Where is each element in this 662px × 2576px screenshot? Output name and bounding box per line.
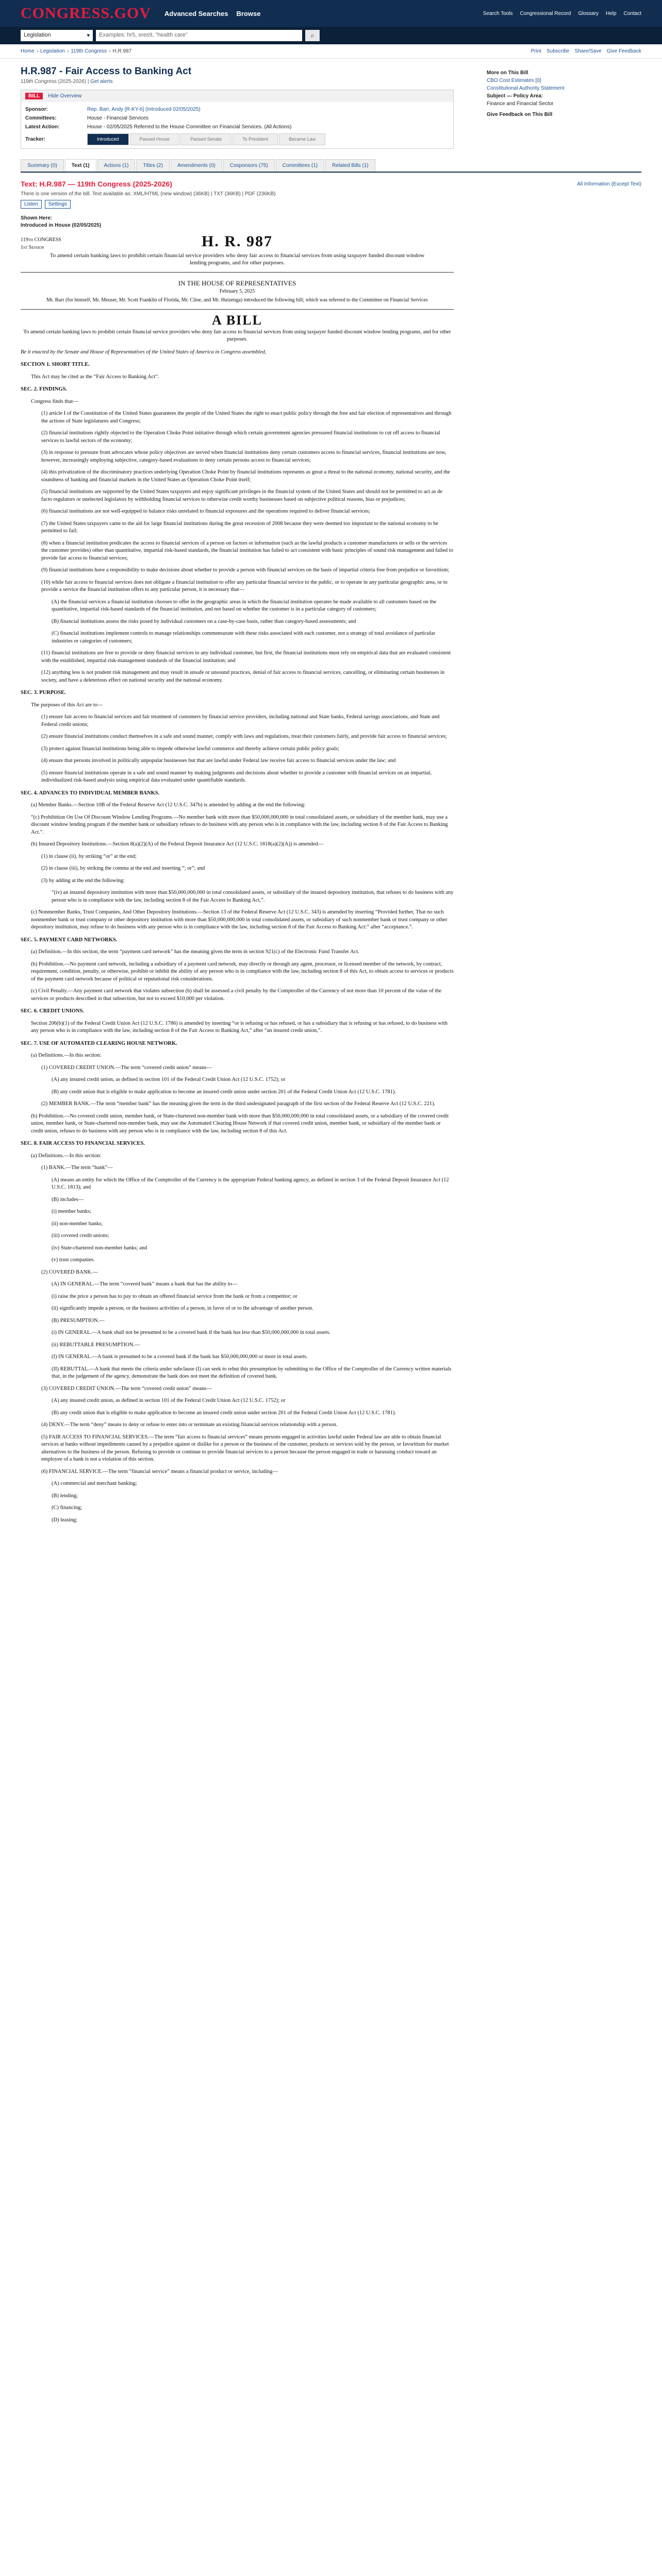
overview-panel: [21, 90, 454, 149]
bill-number: H. R. 987: [202, 233, 273, 250]
page-title: H.R.987 - Fair Access to Banking Act: [21, 66, 192, 77]
search-input[interactable]: Examples: hr5, sres9, "health care": [96, 30, 302, 41]
bill-paragraph: (3) by adding at the end the following:: [41, 877, 125, 884]
bill-paragraph: (ii) REBUTTABLE PRESUMPTION.—: [52, 1342, 140, 1348]
bill-paragraph: (6) FINANCIAL SERVICE.—The term “financial service” means a financial product or service, including—: [41, 1468, 278, 1475]
bill-paragraph: (II) REBUTTAL.—A bank that meets the criteria under subclause (I) can seek to rebut this presumption by submitting to the Office of the Comptroller of the Currency written materials that, in the judgement of the agency, demonstrate the bank does not meet the definition of covered bank.: [52, 1366, 452, 1379]
section-heading: SEC. 5. PAYMENT CARD NETWORKS.: [21, 937, 118, 943]
bill-paragraph: “(iv) an insured depository institution with more than $50,000,000,000 in total consolidated assets, or subsidiary of the insured depository institution, that refuses to do business with any person who is in compliance with the law, including section 8 of the Fair Access to Banking Act,”.: [52, 890, 454, 903]
tracker-step: Introduced: [87, 133, 129, 145]
overview-key: Latest Action:: [25, 124, 60, 130]
bill-paragraph: (A) any insured credit union, as defined in section 101 of the Federal Credit Union Act (12 U.S.C. 1752); or: [52, 1398, 286, 1403]
bill-purpose: To amend certain banking laws to prohibit certain financial service providers who deny fair access to financial services from using taxpayer funded discount window lending programs, and for other purposes.: [49, 252, 425, 266]
bill-paragraph: (2) ensure financial institutions conduct themselves in a safe and sound manner, comply with laws and regulations, treat their customers fairly, and provide fair access to financial services;: [41, 734, 447, 739]
bill-paragraph: (A) any insured credit union, as defined in section 101 of the Federal Credit Union Act (12 U.S.C. 1752); or: [52, 1077, 286, 1082]
tab-titles[interactable]: Titles (2): [136, 159, 170, 172]
bill-badge: BILL: [25, 93, 43, 99]
shown-label: Shown Here:: [21, 215, 53, 221]
bill-paragraph: (b) Prohibition.—No payment card network, including a subsidiary of a payment card network, may directly or through any agent, processor, or licensed member of the network, by contract, requirement, condition, penalty, or otherwise, prohibit or inhibit the ability of any person who is in compliance with the law, including section 8 of this Act, to obtain access to services or products of the payment card network because of political or reputational risk considerations.: [31, 961, 454, 982]
bill-paragraph: (2) financial institutions rightly objected to the Operation Choke Point initiative through which certain government agencies pressured financial institutions to cut off access to financial services to lawful sectors of the economy;: [41, 430, 440, 444]
overview-body: [21, 102, 453, 148]
search-row: [0, 27, 662, 44]
bill-paragraph: (a) Definitions.—In this section:: [31, 1053, 102, 1058]
bill-paragraph: (iv) State-chartered non-member banks; and: [52, 1245, 147, 1251]
get-alerts-link[interactable]: Get alerts: [90, 79, 113, 84]
link-glossary[interactable]: Glossary: [578, 10, 599, 16]
constitutional-link[interactable]: Constitutional Authority Statement: [487, 86, 565, 91]
bill-paragraph: (A) IN GENERAL.—The term “covered bank” means a bank that has the ability to—: [52, 1281, 238, 1287]
link-contact[interactable]: Contact: [623, 10, 641, 16]
tab-text[interactable]: Text (1): [65, 159, 96, 172]
bill-paragraph: (i) IN GENERAL.—A bank shall not be presumed to be a covered bank if the bank has less than $50,000,000,000 in total assets.: [52, 1330, 330, 1335]
version-shown: [21, 215, 641, 229]
bill-paragraph: (a) Member Banks.—Section 10B of the Federal Reserve Act (12 U.S.C. 347b) is amended by adding at the end the following:: [31, 802, 306, 808]
bill-paragraph: (12) anything less is not prudent risk management and may result in unsafe or unsound practices, denial of fair access to financial services, cancelling, or eliminating certain businesses in society, and have a deleterious effect on national security and the national economy.: [41, 670, 445, 683]
bill-paragraph: (B) includes—: [52, 1196, 84, 1202]
bill-purpose-repeat: To amend certain banking laws to prohibit certain financial service providers who deny fair access to financial services from using taxpayer funded discount window lending programs, and for other purposes.: [23, 329, 451, 342]
breadcrumb-home[interactable]: Home: [21, 48, 35, 54]
breadcrumb: [0, 44, 662, 59]
bill-text: [21, 233, 454, 1524]
bill-paragraph: (4) ensure that persons involved in politically unpopular businesses but that are lawful under Federal law receive fair access to financial services under the law; and: [41, 758, 396, 764]
bill-paragraph: (4) DENY.—The term “deny” means to deny or refuse to enter into or terminate an existing financial services relationship with a person.: [41, 1422, 338, 1428]
bill-paragraph: (B) financial institutions assess the risks posed by individual customers on a case-by-case basis, rather than category-based assessments; and: [52, 618, 356, 624]
bill-paragraph: (I) IN GENERAL.—A bank is presumed to be a covered bank if the bank has $50,000,000,000 or more in total assets.: [52, 1354, 308, 1360]
bill-subtitle: 119th Congress (2025-2026) | Get alerts: [21, 79, 113, 84]
hide-overview-button[interactable]: Hide Overview: [48, 93, 82, 99]
feedback-heading[interactable]: Give Feedback on This Bill: [487, 112, 553, 117]
tab-cosponsors[interactable]: Cosponsors (75): [223, 159, 275, 172]
breadcrumb-current: H.R.987: [112, 48, 132, 54]
text-label: Text: H.R.987: [21, 180, 66, 188]
bill-paragraph: (1) BANK.—The term “bank”—: [41, 1165, 113, 1171]
tab-summary[interactable]: Summary (0): [21, 159, 64, 172]
bill-header: [0, 59, 662, 149]
breadcrumb-legislation[interactable]: Legislation: [40, 48, 65, 54]
section-heading: SEC. 6. CREDIT UNIONS.: [21, 1008, 84, 1014]
bill-paragraph: (B) any credit union that is eligible to make application to become an insured credit union under section 201 of the Federal Credit Union Act (12 U.S.C. 1781).: [52, 1089, 396, 1095]
overview-key: Tracker:: [25, 137, 45, 142]
tab-committees[interactable]: Committees (1): [276, 159, 324, 172]
bill-paragraph: (B) PRESUMPTION.—: [52, 1317, 105, 1324]
link-congressional-record[interactable]: Congressional Record: [520, 10, 571, 16]
bill-paragraph: (1) in clause (ii), by striking “or” at the end;: [41, 853, 137, 859]
page-tools: [531, 48, 641, 54]
overview-row-latest-action: [25, 123, 449, 131]
bill-tabs: [21, 159, 641, 173]
bill-paragraph: (1) article I of the Constitution of the United States guarantees the people of the United States the right to enact public policy through the free and fair election of representatives and through the actions of State legislatures and Congress;: [41, 411, 452, 424]
section-heading: SEC. 7. USE OF AUTOMATED CLEARING HOUSE NETWORK.: [21, 1040, 177, 1046]
overview-value: House - Financial Services: [87, 115, 148, 121]
bill-paragraph: The purposes of this Act are to—: [31, 702, 103, 708]
congress-label: 119th Congress (2025-2026): [21, 79, 87, 84]
subscribe-button[interactable]: Subscribe: [547, 48, 570, 54]
a-bill-heading: A BILL: [212, 313, 262, 328]
bill-paragraph: Section 206(b)(1) of the Federal Credit Union Act (12 U.S.C. 1786) is amended by inserting “or is refusing or has refused, or has a subsidiary that is refusing or has refused, to do business with any person who is in compliance with the law, including section 8 of the Fair Access to Banking Act,” after “an insured credit union,”.: [31, 1020, 448, 1033]
sponsor-link[interactable]: Rep. Barr, Andy [R-KY-6] (Introduced 02/05/2025): [87, 107, 201, 112]
bill-paragraph: (1) COVERED CREDIT UNION.—The term “covered credit union” means—: [41, 1064, 212, 1071]
chevron-down-icon: ▾: [87, 32, 90, 39]
divider: [21, 272, 454, 273]
tab-actions[interactable]: Actions (1): [97, 159, 136, 172]
overview-key: Committees:: [25, 115, 57, 121]
bill-paragraph: (1) ensure fair access to financial services and fair treatment of customers by financial service providers, including national and State banks, Federal savings associations, and State and Federal credit unions;: [41, 714, 440, 727]
search-button[interactable]: [305, 30, 320, 41]
bill-paragraph: (b) Prohibition.—No covered credit union, member bank, or State-chartered non-member bank with more than $50,000,000,000 in total consolidated assets, or a subsidiary of the covered credit union, member bank, or State-chartered non-member bank, may use the Automated Clearing House Network if that covered credit union, member bank, or subsidiary of the member bank or credit union, refuses to do business with any person who is in compliance with the law, including section 8 of this Act.: [31, 1113, 449, 1134]
link-search-tools[interactable]: Search Tools: [483, 10, 513, 16]
bill-paragraph: (b) Insured Depository Institutions.—Section 8(a)(2)(A) of the Federal Deposit Insurance Act (12 U.S.C. 1818(a)(2)(A)) is amended—: [31, 841, 324, 847]
text-bar: [21, 180, 641, 188]
bill-paragraph: (D) leasing;: [52, 1517, 77, 1523]
section-heading: SEC. 2. FINDINGS.: [21, 386, 68, 392]
bill-paragraph: (11) financial institutions are free to provide or deny financial services to any individual customer, but first, the financial institutions must rely on empirical data that are evaluated consistent with the established, impartial risk-management standards of the financial institution; and: [41, 650, 451, 664]
listen-button[interactable]: Listen: [21, 200, 42, 209]
bill-paragraph: (i) raise the price a person has to pay to obtain an offered financial service from the bank or from a competitor; or: [52, 1293, 297, 1299]
right-panel: [476, 66, 641, 149]
policy-area-label: Subject — Policy Area:: [487, 93, 543, 99]
bill-paragraph: (a) Definition.—In this section, the term “payment card network” has the meaning given the term in section 921(c) of the Electronic Fund Transfer Act.: [31, 949, 359, 955]
search-scope-value: Legislation: [24, 32, 51, 38]
nav-browse[interactable]: Browse: [236, 9, 261, 18]
bill-paragraph: (3) COVERED CREDIT UNION.—The term “covered credit union” means—: [41, 1385, 212, 1392]
breadcrumb-separator: ›: [67, 48, 69, 54]
text-label-congress: — 119th Congress (2025-2026): [65, 180, 172, 188]
bill-paragraph: (4) this privatization of the discriminatory practices underlying Operation Choke Point by financial institutions represents as great a threat to the national economy, national security, and the soundness of banking and financial markets in the United States as Operation Choke Point itself;: [41, 469, 450, 483]
congress-session: 119th CONGRESS 1st Session: [21, 237, 61, 250]
link-help[interactable]: Help: [605, 10, 617, 16]
text-heading: [21, 180, 172, 188]
bill-paragraph: (10) while fair access to financial services does not obligate a financial institution to offer any particular financial service to the public, or to operate in any particular geographic area, or to provide a service the financial institution offers to any particular person, it is necessary that—: [41, 579, 448, 592]
all-information-link[interactable]: All Information (Except Text): [577, 181, 641, 187]
bill-paragraph: (i) member banks;: [52, 1209, 91, 1214]
bill-paragraph: (C) financing;: [52, 1505, 82, 1511]
bill-paragraph: (ii) significantly impede a person, or the business activities of a person, in favor of or to the advantage of another person.: [52, 1306, 313, 1311]
feedback-button[interactable]: Give Feedback: [606, 48, 641, 54]
section-heading: SEC. 4. ADVANCES TO INDIVIDUAL MEMBER BANKS.: [21, 790, 160, 796]
top-nav: [164, 10, 261, 18]
search-icon: ⌕: [310, 31, 315, 39]
bill-paragraph: (7) the United States taxpayers came to the aid for large financial institutions during the great recession of 2008 because they were deemed too important to the national economy to be permitted to fail;: [41, 520, 439, 534]
congress-logo[interactable]: [21, 5, 151, 22]
text-formats[interactable]: There is one version of the bill. Text available as: XML/HTML (new window) (36KB) | TXT (36KB) | PDF (236KB): [21, 191, 276, 197]
bill-paragraph: (5) financial institutions are supported by the United States taxpayers and enjoy significant privileges in the financial system of the United States and should not be permitted to act as de facto regulators or unelected legislators by withholding financial services to otherwise credit worthy businesses based on subjective political reasons, bias or prejudices;: [41, 489, 442, 502]
tab-amendments[interactable]: Amendments (0): [171, 159, 222, 172]
bill-paragraph: (6) financial institutions are not well-equipped to balance risks unrelated to financial exposures and the operations required to deliver financial services;: [41, 509, 370, 514]
bill-paragraph: (C) financial institutions implement controls to manage relationships commensurate with these risks associated with each customer, not a strategy of total avoidance of particular industries or categories of customers;: [52, 631, 436, 644]
nav-advanced-searches[interactable]: Advanced Searches: [164, 9, 228, 18]
section-heading: SECTION 1. SHORT TITLE.: [21, 362, 90, 367]
cbo-link[interactable]: CBO Cost Estimates [0]: [487, 78, 541, 83]
overview-row-committees: [25, 114, 449, 123]
tracker-step: Passed House: [130, 133, 180, 145]
search-scope-select[interactable]: [21, 30, 93, 41]
bill-paragraph: (5) FAIR ACCESS TO FINANCIAL SERVICES.—The term “fair access to financial services” means persons engaged in activities lawful under Federal law are able to obtain financial services at banks without impediments caused by a prejudice against or dislike for a person or the business of the customer, products or services sold by the person, or favoritism for market alternatives to the business of the person. Refusing to provide or continue to provide financial services to a person because the person engaged in trade or harassing conduct toward an employee of a bank is not a violation of this section.: [41, 1434, 449, 1462]
bill-paragraph: “(c) Prohibition On Use Of Discount Window Lending Programs.—No member bank with more than $50,000,000,000 in total consolidated assets, or subsidiary of the member bank, may use a discount window lending program if the member bank or subsidiary refuses to do business with any person who is in compliance with the law, including section 8 of the Fair Access to Banking Act.”.: [31, 814, 448, 835]
bill-paragraph: (2) MEMBER BANK.—The term “member bank” has the meaning given the term in the third undesignated paragraph of the first section of the Federal Reserve Act (12 U.S.C. 221).: [41, 1101, 436, 1107]
settings-button[interactable]: Settings: [45, 200, 71, 209]
overview-value: House - 02/05/2025 Referred to the House Committee on Financial Services. (All Actions): [87, 124, 292, 130]
section-heading: SEC. 3. PURPOSE.: [21, 690, 66, 696]
overview-header: [21, 90, 453, 102]
bill-paragraph: (2) in clause (iii), by striking the comma at the end and inserting “; or”; and: [41, 866, 205, 871]
top-bar: [0, 0, 662, 27]
bill-paragraph: (ii) non-member banks;: [52, 1221, 103, 1227]
house-heading: IN THE HOUSE OF REPRESENTATIVES: [178, 279, 296, 287]
tracker-step: To President: [233, 133, 278, 145]
tracker-step: Passed Senate: [180, 133, 231, 145]
overview-row-sponsor: [25, 105, 449, 114]
bill-paragraph: (c) Nonmember Banks, Trust Companies, And Other Depository Institutions.—Section 13 of the Federal Reserve Act (12 U.S.C. 343) is amended by inserting “Provided further, That no such nonmember bank or trust company or other depository institution with more than $50,000,000,000 in total consolidated assets, or subsidiary of such nonmember bank or trust company or other depository institution, may refuse to do business with any person who is in compliance with the law, including section 8 of the Fair Access to Banking Act:” after “acceptance.”.: [31, 909, 448, 930]
print-button[interactable]: Print: [531, 48, 541, 54]
more-heading: More on This Bill: [487, 70, 528, 76]
logo-suffix: .GOV: [110, 5, 151, 22]
bill-sections: [21, 361, 454, 1524]
logo-text: CONGRESS: [21, 5, 110, 22]
listen-controls: [21, 200, 641, 209]
shown-version: Introduced in House (02/05/2025): [21, 223, 102, 228]
breadcrumb-congress[interactable]: 119th Congress: [71, 48, 107, 54]
bill-paragraph: (5) ensure financial institutions operate in a safe and sound manner by making judgments and decisions about whether to provide a customer with financial services on an impartial, individualized risk-based analysis using empirical data evaluated under quantifiable standards.: [41, 770, 432, 783]
bill-paragraph: This Act may be cited as the “Fair Access to Banking Act”.: [31, 374, 159, 380]
divider: [21, 309, 454, 310]
bill-paragraph: (iii) covered credit unions;: [52, 1233, 109, 1239]
bill-paragraph: (2) COVERED BANK.—: [41, 1269, 98, 1275]
policy-area-value: Finance and Financial Sector: [487, 101, 554, 107]
bill-paragraph: (v) trust companies.: [52, 1257, 95, 1263]
bill-tracker: [25, 133, 449, 145]
share-button[interactable]: Share/Save: [574, 48, 602, 54]
bill-paragraph: (A) commercial and merchant banking;: [52, 1481, 137, 1486]
top-links: [483, 11, 641, 16]
sponsors-line: Mr. Barr (for himself, Mr. Meuser, Mr. Scott Franklin of Florida, Mr. Cline, and Mr. Huizenga) introduced the following bill; which was referred to the Committee on Financial Services: [46, 297, 428, 303]
bill-paragraph: (A) means an entity for which the Office of the Comptroller of the Currency is the appropriate Federal banking agency, as defined in section 3 of the Federal Deposit Insurance Act (12 U.S.C. 1813); and: [52, 1177, 449, 1190]
bill-paragraph: (9) financial institutions have a responsibility to make decisions about whether to provide a person with financial services on the basis of impartial criteria free from prejudice or favoritism;: [41, 567, 450, 573]
bill-paragraph: (3) in response to pressure from advocates whose policy objectives are served when financial institutions deny certain customers access to financial services, financial institutions are now, however, increasingly employing subjective, category-based evaluations to deny certain persons access to financial services;: [41, 450, 446, 463]
bill-paragraph: (3) protect against financial institutions being able to impede otherwise lawful commerce and thereby achieve certain public policy goals;: [41, 745, 339, 752]
overview-key: Sponsor:: [25, 107, 48, 112]
bill-paragraph: Congress finds that—: [31, 398, 78, 404]
bill-paragraph: (A) the financial services a financial institution chooses to offer in the geographic areas in which the financial institution operates be made available to all customers based on the quantitative, impartial risk-based standards of the financial institution, and not based on whether the customer is in a particular category of customers;: [52, 599, 437, 612]
breadcrumb-separator: ›: [36, 48, 39, 54]
enacting-clause: Be it enacted by the Senate and House of Representatives of the United States of America in Congress assembled,: [21, 349, 267, 355]
bill-paragraph: (a) Definitions.—In this section:: [31, 1153, 102, 1159]
tab-related-bills[interactable]: Related Bills (1): [325, 159, 375, 172]
intro-date: February 5, 2025: [219, 289, 255, 294]
bill-paragraph: (8) when a financial institution predicates the access to financial services of a person on factors or information (such as the lawful products a customer manufactures or sells or the services the customer provides) other than quantitative, impartial risk-based standards, the financial institution has failed to act consistent with basic principles of sound risk management and failed to provide fair access to financial services;: [41, 540, 453, 561]
breadcrumb-separator: ›: [109, 48, 111, 54]
bill-paragraph: (B) lending;: [52, 1493, 78, 1499]
tracker-step: Became Law: [279, 133, 325, 145]
section-heading: SEC. 8. FAIR ACCESS TO FINANCIAL SERVICES.: [21, 1141, 145, 1146]
bill-paragraph: (c) Civil Penalty.—Any payment card network that violates subsection (b) shall be assessed a civil penalty by the Comptroller of the Currency of not more than 10 percent of the value of the services or products described in that subsection, but not to exceed $10,000 per violation.: [31, 988, 442, 1002]
bill-paragraph: (B) any credit union that is eligible to make application to become an insured credit union under section 201 of the Federal Credit Union Act (12 U.S.C. 1781).: [52, 1410, 396, 1416]
